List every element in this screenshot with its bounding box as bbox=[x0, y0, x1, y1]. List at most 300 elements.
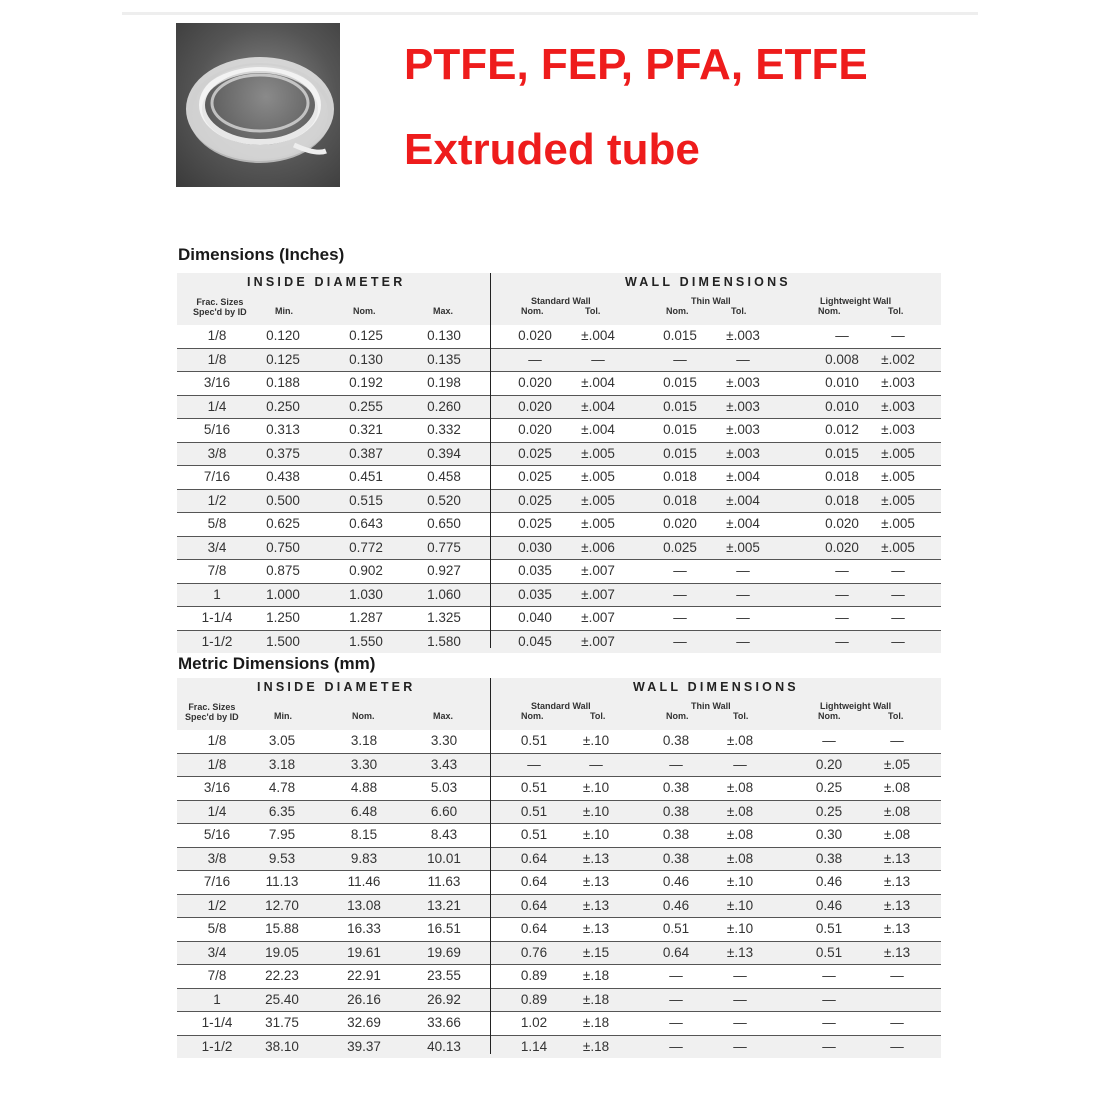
table-row bbox=[177, 870, 941, 894]
std-tol-cell: ±.004 bbox=[581, 328, 615, 343]
lw-tol-cell: ±.005 bbox=[881, 445, 915, 461]
thin-tol-cell: ±.003 bbox=[726, 328, 760, 343]
table-row bbox=[177, 536, 941, 560]
frac-size-cell: 3/8 bbox=[207, 850, 227, 866]
inside-diameter-heading: INSIDE DIAMETER bbox=[247, 275, 406, 289]
table-row bbox=[177, 395, 941, 419]
frac-line2: Spec'd by ID bbox=[193, 307, 247, 317]
table-row bbox=[177, 418, 941, 442]
lw-tol-cell: ±.003 bbox=[881, 398, 915, 414]
table-row bbox=[177, 630, 941, 654]
lw-tol-cell: ±.005 bbox=[881, 516, 915, 531]
thin-nom-cell: 0.51 bbox=[662, 921, 690, 936]
id-max-cell: 0.650 bbox=[427, 516, 461, 531]
thin-tol-cell: ±.13 bbox=[726, 944, 754, 960]
std-nom-cell: 1.02 bbox=[520, 1015, 548, 1030]
std-nom-cell: 0.64 bbox=[520, 897, 548, 913]
lw-tol-label: Tol. bbox=[888, 306, 904, 316]
thin-tol-cell: ±.10 bbox=[726, 897, 754, 913]
id-max-cell: 13.21 bbox=[427, 897, 461, 913]
table-row bbox=[177, 730, 941, 753]
id-nom-cell: 26.16 bbox=[347, 991, 381, 1007]
id-max-cell: 3.43 bbox=[430, 756, 458, 772]
table-row bbox=[177, 988, 941, 1012]
inches-table-body bbox=[177, 325, 941, 653]
std-tol-cell: — bbox=[589, 756, 603, 772]
table-row bbox=[177, 489, 941, 513]
id-max-cell: 1.060 bbox=[427, 586, 461, 602]
std-tol-cell: ±.007 bbox=[581, 610, 615, 625]
std-tol-cell: ±.005 bbox=[581, 445, 615, 461]
id-max-cell: 5.03 bbox=[430, 780, 458, 795]
id-min-cell: 0.750 bbox=[266, 539, 300, 555]
id-min-cell: 12.70 bbox=[265, 897, 299, 913]
id-min-cell: 0.500 bbox=[266, 492, 300, 508]
thin-nom-cell: — bbox=[673, 633, 687, 649]
std-nom-cell: — bbox=[527, 756, 541, 772]
thin-tol-cell: — bbox=[736, 351, 750, 367]
inches-table bbox=[177, 273, 941, 653]
id-min-cell: 11.13 bbox=[265, 874, 299, 889]
std-tol-cell: — bbox=[591, 351, 605, 367]
id-max-cell: 1.325 bbox=[427, 610, 461, 625]
id-nom-cell: 22.91 bbox=[347, 968, 381, 983]
lw-tol-cell: ±.08 bbox=[883, 827, 911, 842]
table-row bbox=[177, 847, 941, 871]
std-nom-cell: 0.020 bbox=[518, 398, 552, 414]
id-max-cell: 33.66 bbox=[427, 1015, 461, 1030]
id-max-cell: 0.394 bbox=[427, 445, 461, 461]
thin-nom-cell: — bbox=[673, 586, 687, 602]
table-row bbox=[177, 800, 941, 824]
thin-tol-cell: ±.10 bbox=[726, 921, 754, 936]
id-nom-cell: 1.550 bbox=[349, 633, 383, 649]
std-tol-cell: ±.18 bbox=[582, 991, 610, 1007]
thin-nom-cell: 0.38 bbox=[662, 780, 690, 795]
thin-nom-cell: 0.018 bbox=[663, 492, 697, 508]
inches-column-divider bbox=[490, 273, 491, 648]
std-nom-cell: 1.14 bbox=[520, 1038, 548, 1054]
frac-size-cell: 3/4 bbox=[207, 539, 227, 555]
id-nom-cell: 0.902 bbox=[349, 563, 383, 578]
lw-tol-label: Tol. bbox=[888, 711, 904, 721]
std-nom-cell: 0.64 bbox=[520, 921, 548, 936]
id-min-cell: 3.05 bbox=[268, 733, 296, 748]
lw-nom-cell: 0.38 bbox=[815, 850, 843, 866]
wall-dimensions-heading: WALL DIMENSIONS bbox=[633, 680, 799, 694]
id-nom-cell: 8.15 bbox=[350, 827, 378, 842]
std-tol-label: Tol. bbox=[590, 711, 606, 721]
lightweight-wall-label: Lightweight Wall bbox=[820, 701, 892, 711]
lw-nom-cell: 0.015 bbox=[825, 445, 859, 461]
nom-label: Nom. bbox=[353, 306, 376, 316]
id-nom-cell: 0.643 bbox=[349, 516, 383, 531]
id-min-cell: 0.875 bbox=[266, 563, 300, 578]
frac-size-cell: 1/8 bbox=[207, 733, 227, 748]
std-nom-cell: — bbox=[528, 351, 542, 367]
frac-size-cell: 1-1/2 bbox=[201, 1038, 233, 1054]
id-min-cell: 0.125 bbox=[266, 351, 300, 367]
lw-nom-cell: 0.51 bbox=[815, 944, 843, 960]
id-nom-cell: 0.772 bbox=[349, 539, 383, 555]
standard-wall-label: Standard Wall bbox=[531, 701, 591, 711]
std-tol-cell: ±.18 bbox=[582, 968, 610, 983]
lw-tol-cell: — bbox=[890, 1015, 904, 1030]
std-tol-cell: ±.10 bbox=[582, 733, 610, 748]
frac-size-cell: 1-1/4 bbox=[201, 610, 233, 625]
thin-nom-cell: 0.38 bbox=[662, 733, 690, 748]
id-nom-cell: 4.88 bbox=[350, 780, 378, 795]
id-max-cell: 0.260 bbox=[427, 398, 461, 414]
std-nom-cell: 0.76 bbox=[520, 944, 548, 960]
std-nom-label: Nom. bbox=[521, 711, 544, 721]
thin-nom-cell: 0.46 bbox=[662, 897, 690, 913]
id-nom-cell: 9.83 bbox=[350, 850, 378, 866]
lw-nom-cell: — bbox=[822, 991, 836, 1007]
std-tol-cell: ±.005 bbox=[581, 492, 615, 508]
id-min-cell: 0.120 bbox=[266, 328, 300, 343]
id-min-cell: 25.40 bbox=[265, 991, 299, 1007]
thin-tol-cell: — bbox=[733, 756, 747, 772]
std-tol-cell: ±.15 bbox=[582, 944, 610, 960]
lw-nom-label: Nom. bbox=[818, 711, 841, 721]
frac-size-cell: 1/8 bbox=[207, 756, 227, 772]
min-label: Min. bbox=[274, 711, 292, 721]
metric-column-divider bbox=[490, 678, 491, 1054]
id-max-cell: 0.458 bbox=[427, 469, 461, 484]
lw-tol-cell: ±.13 bbox=[883, 921, 911, 936]
product-photo bbox=[176, 23, 340, 187]
id-min-cell: 1.000 bbox=[266, 586, 300, 602]
id-max-cell: 6.60 bbox=[430, 803, 458, 819]
std-tol-cell: ±.13 bbox=[582, 850, 610, 866]
thin-nom-cell: 0.015 bbox=[663, 398, 697, 414]
id-nom-cell: 0.255 bbox=[349, 398, 383, 414]
thin-nom-cell: 0.46 bbox=[662, 874, 690, 889]
thin-nom-cell: 0.015 bbox=[663, 445, 697, 461]
lw-tol-cell: ±.003 bbox=[881, 375, 915, 390]
lw-nom-cell: 0.51 bbox=[815, 921, 843, 936]
thin-tol-cell: ±.10 bbox=[726, 874, 754, 889]
lw-nom-cell: 0.20 bbox=[815, 756, 843, 772]
table-row bbox=[177, 753, 941, 777]
lightweight-wall-label: Lightweight Wall bbox=[820, 296, 892, 306]
std-tol-cell: ±.006 bbox=[581, 539, 615, 555]
lw-nom-cell: 0.010 bbox=[825, 375, 859, 390]
id-max-cell: 1.580 bbox=[427, 633, 461, 649]
thin-tol-cell: ±.08 bbox=[726, 733, 754, 748]
frac-size-cell: 7/8 bbox=[207, 968, 227, 983]
thin-tol-label: Tol. bbox=[733, 711, 749, 721]
lw-nom-cell: — bbox=[822, 968, 836, 983]
lw-nom-cell: 0.020 bbox=[825, 516, 859, 531]
thin-tol-cell: — bbox=[733, 1038, 747, 1054]
thin-tol-cell: ±.004 bbox=[726, 492, 760, 508]
std-nom-cell: 0.64 bbox=[520, 874, 548, 889]
id-max-cell: 0.332 bbox=[427, 422, 461, 437]
id-nom-cell: 0.387 bbox=[349, 445, 383, 461]
thin-nom-cell: 0.018 bbox=[663, 469, 697, 484]
std-nom-cell: 0.035 bbox=[518, 563, 552, 578]
thin-nom-cell: 0.38 bbox=[662, 850, 690, 866]
id-min-cell: 22.23 bbox=[265, 968, 299, 983]
frac-size-cell: 1/2 bbox=[207, 897, 227, 913]
metric-table bbox=[177, 678, 941, 1058]
std-tol-cell: ±.10 bbox=[582, 780, 610, 795]
lw-tol-cell: — bbox=[891, 586, 905, 602]
std-nom-cell: 0.51 bbox=[520, 803, 548, 819]
std-tol-cell: ±.18 bbox=[582, 1038, 610, 1054]
table-row bbox=[177, 964, 941, 988]
id-max-cell: 3.30 bbox=[430, 733, 458, 748]
thin-nom-cell: — bbox=[669, 1038, 683, 1054]
id-nom-cell: 16.33 bbox=[347, 921, 381, 936]
thin-tol-cell: — bbox=[736, 586, 750, 602]
std-tol-cell: ±.005 bbox=[581, 516, 615, 531]
id-min-cell: 15.88 bbox=[265, 921, 299, 936]
lw-tol-cell: ±.003 bbox=[881, 422, 915, 437]
lw-nom-cell: — bbox=[835, 610, 849, 625]
page-subtitle: Extruded tube bbox=[404, 125, 700, 174]
id-nom-cell: 19.61 bbox=[347, 944, 381, 960]
lw-tol-cell: — bbox=[890, 968, 904, 983]
id-min-cell: 19.05 bbox=[265, 944, 299, 960]
metric-table-header bbox=[177, 678, 941, 730]
thin-nom-cell: 0.025 bbox=[663, 539, 697, 555]
thin-nom-cell: 0.020 bbox=[663, 516, 697, 531]
lw-nom-cell: 0.020 bbox=[825, 539, 859, 555]
thin-tol-cell: ±.004 bbox=[726, 469, 760, 484]
id-min-cell: 0.250 bbox=[266, 398, 300, 414]
std-tol-cell: ±.004 bbox=[581, 398, 615, 414]
id-max-cell: 0.927 bbox=[427, 563, 461, 578]
id-min-cell: 0.313 bbox=[266, 422, 300, 437]
id-nom-cell: 1.030 bbox=[349, 586, 383, 602]
tube-coil-image bbox=[176, 23, 340, 187]
thin-tol-cell: ±.003 bbox=[726, 422, 760, 437]
std-nom-cell: 0.51 bbox=[520, 827, 548, 842]
thin-tol-cell: ±.08 bbox=[726, 803, 754, 819]
id-max-cell: 11.63 bbox=[427, 874, 461, 889]
std-tol-cell: ±.13 bbox=[582, 897, 610, 913]
frac-size-cell: 1 bbox=[213, 991, 221, 1007]
table-row bbox=[177, 894, 941, 918]
std-nom-cell: 0.89 bbox=[520, 991, 548, 1007]
table-row bbox=[177, 512, 941, 536]
frac-size-cell: 1/4 bbox=[207, 803, 227, 819]
frac-size-cell: 5/8 bbox=[207, 516, 227, 531]
lw-tol-cell: — bbox=[891, 563, 905, 578]
std-nom-cell: 0.025 bbox=[518, 445, 552, 461]
id-nom-cell: 39.37 bbox=[347, 1038, 381, 1054]
lw-nom-cell: 0.25 bbox=[815, 803, 843, 819]
table-row bbox=[177, 941, 941, 965]
frac-size-cell: 5/16 bbox=[203, 422, 231, 437]
frac-size-cell: 5/16 bbox=[203, 827, 231, 842]
id-min-cell: 0.188 bbox=[266, 375, 300, 390]
thin-nom-cell: — bbox=[669, 968, 683, 983]
std-tol-cell: ±.10 bbox=[582, 803, 610, 819]
top-divider bbox=[122, 12, 978, 15]
id-min-cell: 0.625 bbox=[266, 516, 300, 531]
frac-size-cell: 1/8 bbox=[207, 328, 227, 343]
min-label: Min. bbox=[275, 306, 293, 316]
id-min-cell: 1.500 bbox=[266, 633, 300, 649]
std-tol-cell: ±.005 bbox=[581, 469, 615, 484]
frac-size-cell: 7/16 bbox=[203, 874, 231, 889]
table-row bbox=[177, 776, 941, 800]
lw-nom-cell: 0.012 bbox=[825, 422, 859, 437]
lw-tol-cell: ±.002 bbox=[881, 351, 915, 367]
id-max-cell: 19.69 bbox=[427, 944, 461, 960]
lw-nom-cell: 0.018 bbox=[825, 469, 859, 484]
id-nom-cell: 13.08 bbox=[347, 897, 381, 913]
lw-nom-label: Nom. bbox=[818, 306, 841, 316]
id-min-cell: 38.10 bbox=[265, 1038, 299, 1054]
thin-tol-cell: ±.08 bbox=[726, 827, 754, 842]
lw-tol-cell: — bbox=[891, 633, 905, 649]
id-min-cell: 9.53 bbox=[268, 850, 296, 866]
inches-table-header bbox=[177, 273, 941, 325]
std-tol-cell: ±.13 bbox=[582, 921, 610, 936]
inside-diameter-heading: INSIDE DIAMETER bbox=[257, 680, 416, 694]
frac-sizes-label bbox=[193, 297, 247, 317]
table-row bbox=[177, 1035, 941, 1059]
lw-nom-cell: 0.008 bbox=[825, 351, 859, 367]
std-nom-cell: 0.025 bbox=[518, 492, 552, 508]
lw-tol-cell: — bbox=[891, 610, 905, 625]
frac-size-cell: 3/8 bbox=[207, 445, 227, 461]
lw-tol-cell: ±.005 bbox=[881, 469, 915, 484]
table-row bbox=[177, 371, 941, 395]
id-nom-cell: 0.321 bbox=[349, 422, 383, 437]
id-nom-cell: 3.30 bbox=[350, 756, 378, 772]
thin-nom-cell: — bbox=[673, 563, 687, 578]
thin-tol-cell: ±.003 bbox=[726, 398, 760, 414]
id-nom-cell: 3.18 bbox=[350, 733, 378, 748]
lw-nom-cell: 0.25 bbox=[815, 780, 843, 795]
thin-nom-cell: — bbox=[673, 351, 687, 367]
thin-tol-cell: ±.08 bbox=[726, 780, 754, 795]
id-nom-cell: 0.192 bbox=[349, 375, 383, 390]
id-min-cell: 7.95 bbox=[268, 827, 296, 842]
std-nom-cell: 0.025 bbox=[518, 469, 552, 484]
thin-wall-label: Thin Wall bbox=[691, 296, 731, 306]
std-tol-cell: ±.18 bbox=[582, 1015, 610, 1030]
std-tol-cell: ±.007 bbox=[581, 563, 615, 578]
table-row bbox=[177, 348, 941, 372]
id-min-cell: 4.78 bbox=[268, 780, 296, 795]
id-max-cell: 16.51 bbox=[427, 921, 461, 936]
frac-size-cell: 1/8 bbox=[207, 351, 227, 367]
frac-line1: Frac. Sizes bbox=[196, 297, 244, 307]
std-tol-cell: ±.007 bbox=[581, 586, 615, 602]
table-row bbox=[177, 823, 941, 847]
thin-nom-cell: — bbox=[669, 756, 683, 772]
frac-line2: Spec'd by ID bbox=[185, 712, 239, 722]
std-nom-cell: 0.51 bbox=[520, 780, 548, 795]
std-nom-cell: 0.89 bbox=[520, 968, 548, 983]
lw-nom-cell: 0.010 bbox=[825, 398, 859, 414]
id-max-cell: 0.135 bbox=[427, 351, 461, 367]
lw-nom-cell: — bbox=[822, 1015, 836, 1030]
table-row bbox=[177, 917, 941, 941]
standard-wall-label: Standard Wall bbox=[531, 296, 591, 306]
lw-tol-cell: ±.05 bbox=[883, 756, 911, 772]
lw-tol-cell: ±.005 bbox=[881, 539, 915, 555]
id-max-cell: 23.55 bbox=[427, 968, 461, 983]
frac-line1: Frac. Sizes bbox=[188, 702, 236, 712]
nom-label: Nom. bbox=[352, 711, 375, 721]
lw-nom-cell: 0.018 bbox=[825, 492, 859, 508]
std-tol-cell: ±.13 bbox=[582, 874, 610, 889]
max-label: Max. bbox=[433, 306, 454, 316]
thin-tol-cell: ±.005 bbox=[726, 539, 760, 555]
thin-nom-cell: 0.015 bbox=[663, 328, 697, 343]
std-nom-label: Nom. bbox=[521, 306, 544, 316]
std-nom-cell: 0.020 bbox=[518, 422, 552, 437]
thin-tol-cell: — bbox=[733, 991, 747, 1007]
id-nom-cell: 32.69 bbox=[347, 1015, 381, 1030]
thin-tol-cell: ±.003 bbox=[726, 445, 760, 461]
lw-nom-cell: — bbox=[835, 586, 849, 602]
lw-tol-cell: ±.08 bbox=[883, 780, 911, 795]
table-row bbox=[177, 465, 941, 489]
thin-tol-cell: — bbox=[733, 968, 747, 983]
id-nom-cell: 1.287 bbox=[349, 610, 383, 625]
frac-size-cell: 7/16 bbox=[203, 469, 231, 484]
frac-size-cell: 3/4 bbox=[207, 944, 227, 960]
id-max-cell: 0.520 bbox=[427, 492, 461, 508]
lw-nom-cell: 0.46 bbox=[815, 897, 843, 913]
thin-tol-cell: ±.004 bbox=[726, 516, 760, 531]
thin-nom-label: Nom. bbox=[666, 306, 689, 316]
metric-table-body bbox=[177, 730, 941, 1058]
table-row bbox=[177, 442, 941, 466]
thin-tol-cell: — bbox=[736, 633, 750, 649]
frac-size-cell: 3/16 bbox=[203, 780, 231, 795]
lw-nom-cell: — bbox=[822, 733, 836, 748]
metric-section-title: Metric Dimensions (mm) bbox=[178, 654, 376, 673]
std-nom-cell: 0.035 bbox=[518, 586, 552, 602]
std-nom-cell: 0.020 bbox=[518, 328, 552, 343]
thin-tol-cell: — bbox=[733, 1015, 747, 1030]
frac-sizes-label bbox=[185, 702, 239, 722]
id-max-cell: 0.130 bbox=[427, 328, 461, 343]
thin-nom-cell: — bbox=[669, 991, 683, 1007]
id-nom-cell: 0.515 bbox=[349, 492, 383, 508]
max-label: Max. bbox=[433, 711, 454, 721]
inches-section-title: Dimensions (Inches) bbox=[178, 245, 345, 264]
std-nom-cell: 0.51 bbox=[520, 733, 548, 748]
id-max-cell: 10.01 bbox=[427, 850, 461, 866]
thin-tol-cell: ±.003 bbox=[726, 375, 760, 390]
id-min-cell: 31.75 bbox=[265, 1015, 299, 1030]
thin-nom-label: Nom. bbox=[666, 711, 689, 721]
lw-tol-cell: ±.13 bbox=[883, 944, 911, 960]
id-nom-cell: 0.125 bbox=[349, 328, 383, 343]
thin-wall-label: Thin Wall bbox=[691, 701, 731, 711]
lw-nom-cell: — bbox=[835, 328, 849, 343]
std-nom-cell: 0.030 bbox=[518, 539, 552, 555]
id-max-cell: 26.92 bbox=[427, 991, 461, 1007]
thin-nom-cell: 0.015 bbox=[663, 422, 697, 437]
frac-size-cell: 7/8 bbox=[207, 563, 227, 578]
table-row bbox=[177, 1011, 941, 1035]
frac-size-cell: 3/16 bbox=[203, 375, 231, 390]
std-nom-cell: 0.040 bbox=[518, 610, 552, 625]
std-tol-cell: ±.004 bbox=[581, 375, 615, 390]
